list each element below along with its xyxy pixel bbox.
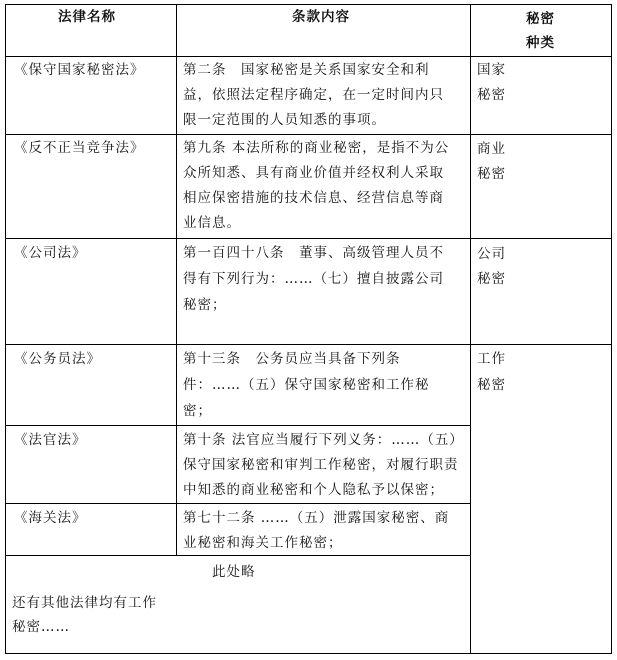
clause-line: 得有下列行为：……（七）擅自披露公司: [183, 271, 444, 287]
header-divider: [5, 56, 612, 57]
table-border-left: [5, 4, 6, 654]
secret-type-cell: 秘密: [477, 377, 506, 393]
clause-line: 第十三条 公务员应当具备下列条: [183, 351, 401, 367]
law-name-cell: 《法官法》: [14, 432, 87, 448]
clause-line: 业信息。: [183, 215, 241, 231]
law-name-cell: 《公司法》: [14, 245, 87, 261]
clause-line: 众所知悉、具有商业价值并经权利人采取: [183, 165, 444, 181]
clause-line: 相应保密措施的技术信息、经营信息等商: [183, 190, 444, 206]
row-divider: [5, 344, 612, 345]
row-divider: [471, 134, 612, 135]
clause-line: 第一百四十八条 董事、高级管理人员不: [183, 245, 444, 261]
secret-type-cell: 国家: [477, 62, 506, 78]
row-divider: [5, 238, 612, 239]
clause-line: 此处略: [212, 564, 256, 580]
law-name-cell: 《保守国家秘密法》: [14, 62, 145, 78]
column-divider: [470, 4, 471, 654]
row-divider: [5, 134, 471, 135]
header-clause-content: 条款内容: [292, 9, 350, 25]
clause-line: 件：……（五）保守国家秘密和工作秘: [183, 377, 430, 393]
law-name-cell: 《海关法》: [14, 510, 87, 526]
secret-type-cell: 秘密: [477, 87, 506, 103]
clause-line: 秘密；: [183, 297, 227, 313]
law-name-cell: 《公务员法》: [14, 351, 101, 367]
law-name-cell: 还有其他法律均有工作: [12, 595, 157, 611]
table-border-right: [611, 4, 612, 654]
header-secret-type: 种类: [526, 35, 555, 51]
secret-type-cell: 工作: [477, 351, 506, 367]
secret-type-cell: 商业: [477, 141, 506, 157]
secret-type-cell: 公司: [477, 246, 506, 262]
clause-line: 益，依照法定程序确定，在一定时间内只: [183, 87, 444, 103]
law-name-cell: 秘密……: [12, 619, 70, 635]
clause-line: 第七十二条 ……（五）泄露国家秘密、商: [183, 510, 450, 526]
clause-line: 第十条 法官应当履行下列义务：……（五）: [183, 432, 464, 448]
row-divider: [5, 425, 471, 426]
table-border-bottom: [5, 653, 612, 654]
clause-line: 业秘密和海关工作秘密；: [183, 535, 343, 551]
header-secret-type: 秘密: [526, 11, 555, 27]
clause-line: 保守国家秘密和审判工作秘密，对履行职责: [183, 457, 459, 473]
law-name-cell: 《反不正当竞争法》: [14, 140, 145, 156]
clause-line: 第二条 国家秘密是关系国家安全和利: [183, 62, 430, 78]
row-divider: [5, 503, 471, 504]
secret-type-cell: 秘密: [477, 271, 506, 287]
secret-type-cell: 秘密: [477, 166, 506, 182]
clause-line: 限一定范围的人员知悉的事项。: [183, 112, 386, 128]
clause-line: 第九条 本法所称的商业秘密，是指不为公: [183, 140, 450, 156]
clause-line: 密；: [183, 403, 212, 419]
column-divider: [176, 4, 177, 556]
header-law-name: 法律名称: [58, 9, 116, 25]
clause-line: 中知悉的商业秘密和个人隐私予以保密；: [183, 482, 444, 498]
